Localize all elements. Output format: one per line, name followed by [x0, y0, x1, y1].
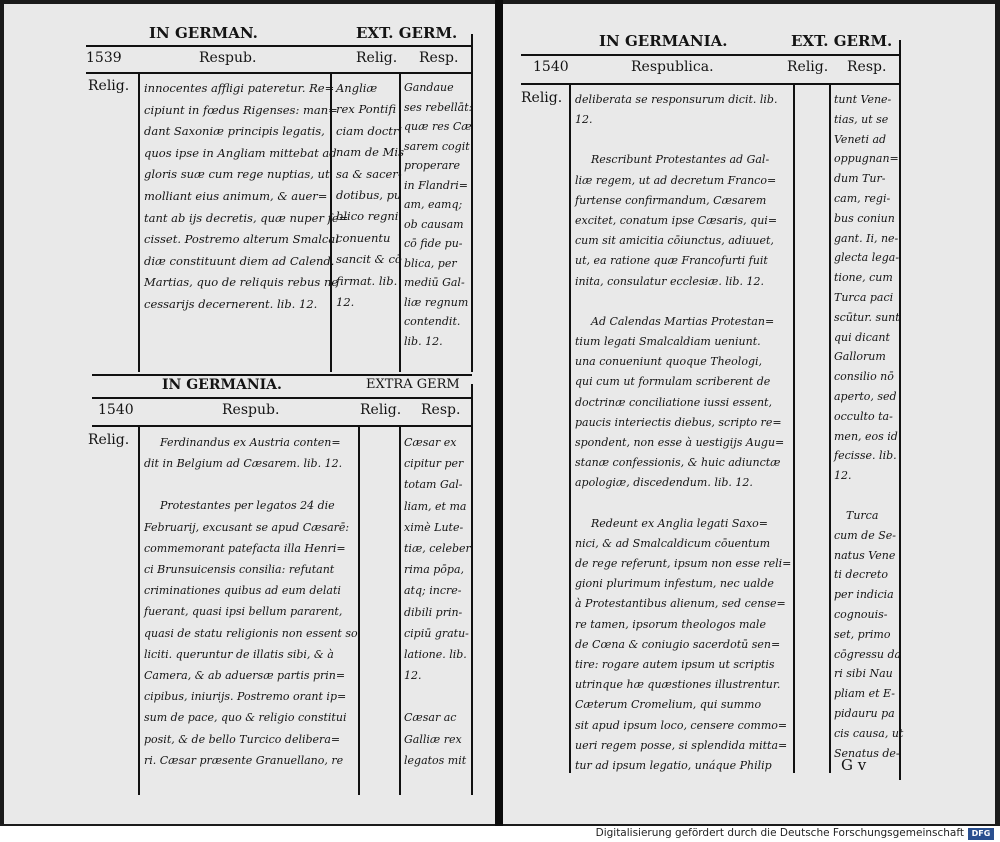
text-line: commemorant patefacta illa Henri=: [144, 541, 346, 555]
row-label-relig: Relig.: [88, 432, 130, 448]
column-heading-respub: Respub.: [199, 50, 257, 66]
text-line: Protestantes per legatos 24 die: [160, 499, 335, 513]
text-line: 12.: [834, 469, 852, 483]
text-line: ri. Cæsar præsente Granuellano, re: [144, 753, 344, 767]
text-line: cognouis-: [834, 607, 888, 621]
text-line: tias, ut se: [834, 112, 889, 126]
text-line: qui cum ut formulam scriberent de: [575, 375, 771, 389]
text-line: dum Tur-: [834, 172, 886, 186]
text-line: pliam et E-: [834, 687, 895, 701]
running-header-right: EXT. GERM.: [356, 24, 458, 42]
text-line: 12.: [575, 113, 593, 127]
signature-mark: G v: [841, 756, 867, 774]
text-line: inita, consulatur ecclesiæ. lib. 12.: [575, 274, 764, 288]
text-line: oppugnan=: [834, 152, 899, 166]
text-line: ri sibi Nau: [834, 667, 893, 681]
text-line: fuerant, quasi ipsi bellum pararent,: [144, 605, 343, 619]
text-line: ximè Lute-: [404, 520, 464, 534]
text-line: sarem cogit: [404, 139, 470, 153]
text-line: tiæ, celeber: [404, 542, 471, 556]
text-line: cipiū gratu-: [404, 626, 469, 640]
text-line: [144, 474, 358, 495]
text-line: quæ res Cæ: [404, 120, 472, 133]
text-line: totam Gal-: [404, 478, 463, 492]
text-line: liæ regem, ut ad decretum Franco=: [575, 173, 777, 187]
text-line: rex Pontifi: [336, 102, 397, 117]
text-line: cōgressu da: [834, 647, 902, 661]
row-label-relig: Relig.: [521, 90, 563, 106]
text-line: rima pōpa,: [404, 563, 465, 577]
text-line: firmat. lib.: [336, 273, 398, 288]
text-line: Februarij, excusant se apud Cæsarē:: [144, 520, 350, 534]
book-gutter: [495, 0, 503, 826]
text-line: liæ regnum: [404, 295, 469, 309]
text-line: blica, per: [404, 256, 457, 270]
digitization-footer: [0, 826, 1000, 842]
column-heading-respublica: Respublica.: [631, 59, 714, 75]
column-heading-resp: Resp.: [419, 50, 459, 66]
text-line: cis causa, ut: [834, 726, 904, 740]
text-line: gloris suæ cum rege nuptias, ut: [144, 167, 330, 182]
text-line: Ferdinandus ex Austria conten=: [160, 436, 341, 449]
text-line: nici, & ad Smalcaldicum cōuentum: [575, 536, 771, 550]
year-label: 1540: [533, 59, 569, 75]
text-line: sit apud ipsum loco, censere commo=: [575, 718, 788, 732]
text-line: fecisse. lib.: [834, 449, 897, 463]
text-line: Veneti ad: [834, 132, 887, 146]
text-line: [575, 494, 791, 514]
text-line: ciam doctri: [336, 123, 403, 138]
text-line: utrinque hæ quæstiones illustrentur.: [575, 678, 781, 692]
text-line: cipiunt in fœdus Rigenses: man=: [144, 102, 338, 117]
resp-margin-column: [404, 78, 472, 351]
text-line: occulto ta-: [834, 409, 893, 423]
text-line: conuentu: [336, 230, 391, 245]
text-line: Camera, & ab aduersæ partis prin=: [144, 669, 346, 683]
text-line: [404, 686, 471, 707]
text-line: cisset. Postremo alterum Smalcal: [144, 232, 339, 247]
text-line: tur ad ipsum legatio, unáque Philip: [575, 759, 772, 773]
text-line: properare: [404, 159, 461, 172]
column-heading-relig: Relig.: [360, 402, 402, 418]
text-line: quasi de statu religionis non essent so: [144, 626, 358, 640]
text-line: posit, & de bello Turcico delibera=: [144, 732, 341, 746]
text-line: tant ab ijs decretis, quæ nuper fe=: [144, 210, 349, 225]
text-line: natus Vene: [834, 548, 896, 562]
header-rule: [92, 397, 472, 399]
text-line: Martias, quo de reliquis rebus ne: [144, 275, 339, 290]
text-line: am, eamq;: [404, 198, 463, 211]
text-line: blico regni: [336, 209, 399, 224]
text-line: gant. Ii, ne-: [834, 231, 899, 245]
text-line: [575, 292, 791, 312]
row-label-relig: Relig.: [88, 78, 130, 94]
text-line: Ad Calendas Martias Protestan=: [591, 314, 775, 328]
main-text-column: [144, 78, 348, 316]
text-line: tium legati Smalcaldiam ueniunt.: [575, 335, 761, 349]
text-line: liam, et ma: [404, 499, 467, 513]
text-line: ut, ea ratione quæ Francofurti fuit: [575, 254, 768, 268]
header-rule: [521, 54, 899, 56]
text-line: dotibus, pu: [336, 188, 402, 203]
text-line: criminationes quibus ad eum delati: [144, 584, 341, 598]
column-divider: [793, 83, 795, 773]
text-line: men, eos id: [834, 429, 898, 443]
text-line: set, primo: [834, 627, 891, 641]
text-line: re tamen, ipsorum theologos male: [575, 617, 766, 631]
text-line: sa & sacer-: [336, 166, 402, 181]
text-line: furtense confirmandum, Cæsarem: [575, 193, 767, 207]
text-line: consilio nō: [834, 370, 894, 384]
text-line: 12.: [404, 669, 422, 683]
right-page: [503, 4, 995, 824]
column-divider: [829, 83, 831, 773]
column-divider: [471, 384, 473, 795]
text-line: una conueniunt quoque Theologi,: [575, 355, 763, 369]
column-divider: [399, 425, 401, 795]
text-line: [834, 486, 903, 506]
text-line: glecta lega-: [834, 251, 900, 265]
text-line: cipitur per: [404, 457, 464, 471]
column-heading-resp: Resp.: [421, 402, 461, 418]
text-line: latione. lib.: [404, 648, 467, 662]
resp-margin-column: [404, 432, 471, 771]
text-line: cam, regi-: [834, 191, 891, 205]
text-line: cum sit amicitia cōiunctus, adiuuet,: [575, 234, 774, 248]
year-label: 1539: [86, 50, 122, 66]
column-heading-relig: Relig.: [787, 59, 829, 75]
column-heading-respub: Respub.: [222, 402, 280, 418]
text-line: tione, cum: [834, 271, 893, 285]
text-line: Turca paci: [834, 290, 894, 304]
text-line: cessarijs decernerent. lib. 12.: [144, 296, 318, 311]
text-line: dit in Belgium ad Cæsarem. lib. 12.: [144, 457, 343, 471]
text-line: dant Saxoniæ principis legatis,: [144, 124, 325, 139]
text-line: excitet, conatum ipse Cæsaris, qui=: [575, 214, 778, 228]
section-header-left: IN GERMANIA.: [162, 377, 282, 393]
text-line: scūtur. sunt: [834, 310, 900, 324]
resp-margin-column: [834, 90, 903, 763]
text-line: diæ constituunt diem ad Calend.: [144, 253, 335, 268]
text-line: tunt Vene-: [834, 93, 892, 106]
text-line: deliberata se responsurum dicit. lib.: [575, 93, 778, 106]
text-line: ti decreto: [834, 568, 888, 582]
text-line: Cæterum Cromelium, qui summo: [575, 698, 762, 712]
text-line: mediū Gal-: [404, 276, 465, 289]
text-line: cō fide pu-: [404, 237, 463, 250]
main-text-column: [144, 432, 358, 771]
text-line: Cæsar ex: [404, 436, 457, 449]
text-line: molliant eius animum, & auer=: [144, 188, 328, 203]
text-line: bus coniun: [834, 211, 895, 225]
text-line: cipibus, iniurijs. Postremo orant ip=: [144, 690, 347, 704]
text-line: quos ipse in Angliam mittebat ad: [144, 145, 337, 160]
text-line: Senatus de-: [834, 746, 900, 760]
text-line: cum de Se-: [834, 528, 896, 542]
text-line: ueri regem posse, si splendida mitta=: [575, 738, 788, 752]
column-heading-resp: Resp.: [847, 59, 887, 75]
main-text-column: [575, 90, 791, 776]
text-line: Gallorum: [834, 350, 886, 364]
text-line: per indicia: [834, 588, 894, 602]
text-line: Redeunt ex Anglia legati Saxo=: [591, 516, 768, 530]
text-line: contendit.: [404, 315, 461, 328]
section-header-right: EXTRA GERM: [366, 377, 460, 392]
text-line: dibili prin-: [404, 605, 463, 619]
text-line: liciti. queruntur de illatis sibi, & à: [144, 647, 334, 661]
text-line: Cæsar ac: [404, 711, 457, 725]
year-label: 1540: [98, 402, 134, 418]
text-line: nam de Mis: [336, 145, 405, 160]
text-line: in Flandri=: [404, 178, 468, 192]
text-line: Turca: [846, 508, 879, 522]
text-line: qui dicant: [834, 330, 890, 344]
text-line: atq; incre-: [404, 584, 462, 598]
text-line: de rege referunt, ipsum non esse reli=: [575, 557, 792, 571]
text-line: aperto, sed: [834, 389, 897, 403]
text-line: spondent, non esse à uestigijs Augu=: [575, 436, 785, 450]
text-line: tire: rogare autem ipsum ut scriptis: [575, 658, 775, 672]
text-line: lib. 12.: [404, 334, 443, 348]
text-line: paucis interiectis diebus, scripto re=: [575, 415, 782, 429]
text-line: gioni plurimum infestum, nec ualde: [575, 577, 774, 591]
text-line: ses rebellāt:: [404, 100, 473, 114]
text-line: stanæ confessionis, & huic adiunctæ: [575, 456, 781, 470]
column-divider: [138, 425, 140, 795]
text-line: ci Brunsuicensis consilia: refutant: [144, 563, 335, 577]
text-line: apologiæ, discedendum. lib. 12.: [575, 476, 753, 490]
text-line: de Cœna & coniugio sacerdotū sen=: [575, 637, 781, 651]
text-line: Rescribunt Protestantes ad Gal-: [591, 153, 770, 167]
running-header-left: IN GERMAN.: [149, 24, 258, 42]
column-header-rule: [521, 83, 899, 85]
text-line: à Protestantibus alienum, sed cense=: [575, 597, 786, 611]
text-line: legatos mit: [404, 753, 467, 767]
footer-credit: Digitalisierung gefördert durch die Deutsche Forschungsgemeinschaft: [595, 827, 964, 839]
text-line: innocentes affligi pateretur. Re=: [144, 81, 335, 95]
column-divider: [358, 425, 360, 795]
header-rule: [86, 45, 472, 47]
running-header-left: IN GERMANIA.: [599, 32, 728, 50]
text-line: Galliæ rex: [404, 732, 462, 746]
text-line: ob causam: [404, 217, 464, 231]
running-header-right: EXT. GERM.: [791, 32, 893, 50]
text-line: [575, 130, 791, 150]
column-header-rule: [92, 425, 472, 427]
column-divider: [138, 72, 140, 372]
text-line: pidauru pa: [834, 706, 895, 720]
column-heading-relig: Relig.: [356, 50, 398, 66]
column-divider: [569, 83, 571, 773]
section-rule: [92, 374, 472, 376]
text-line: Gandaue: [404, 81, 454, 94]
text-line: Angliæ: [336, 81, 378, 95]
dfg-logo-icon: DFG: [968, 828, 994, 840]
left-page: [4, 4, 495, 824]
text-line: 12.: [336, 295, 355, 310]
text-line: doctrinæ conciliatione iussi essent,: [575, 395, 772, 409]
text-line: sancit & cō: [336, 252, 402, 267]
column-header-rule: [86, 72, 472, 74]
relig-margin-column: [336, 78, 404, 313]
text-line: sum de pace, quo & religio constitui: [144, 711, 347, 725]
